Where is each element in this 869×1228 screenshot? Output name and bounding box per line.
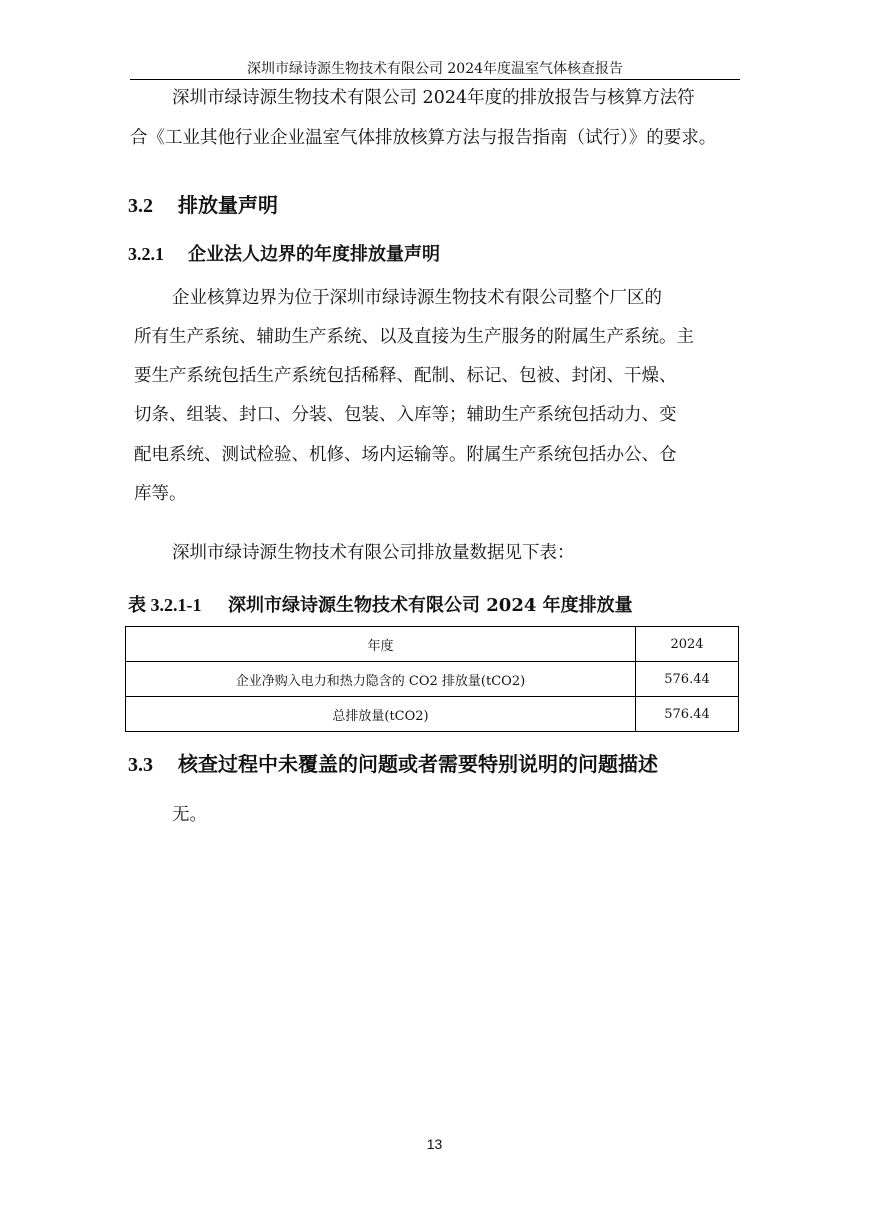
section-3-2-1-heading [128,240,440,266]
row-label: 年度 [126,627,636,662]
boundary-line-1: 企业核算边界为位于深圳市绿诗源生物技术有限公司整个厂区的 [172,288,662,308]
intro-line-1: 深圳市绿诗源生物技术有限公司 2024年度的排放报告与核算方法符 [172,88,695,108]
row-label: 企业净购入电力和热力隐含的 CO2 排放量(tCO2) [126,662,636,697]
section-title: 排放量声明 [178,193,278,217]
header-rule [130,79,740,80]
section-number: 3.3 [128,754,153,776]
boundary-line-3: 要生产系统包括生产系统包括稀释、配制、标记、包被、封闭、干燥、 [134,366,677,386]
page-number: 13 [426,1136,443,1152]
table-row [126,697,739,732]
table-row [126,662,739,697]
row-label: 总排放量(tCO2) [126,697,636,732]
intro-line-2: 合《工业其他行业企业温室气体排放核算方法与报告指南（试行）》的要求。 [130,128,717,148]
section-3-2-heading [128,189,278,218]
row-value: 576.44 [636,697,739,732]
table-intro: 深圳市绿诗源生物技术有限公司排放量数据见下表： [172,543,575,563]
boundary-line-2: 所有生产系统、辅助生产系统、以及直接为生产服务的附属生产系统。主 [134,327,694,347]
section-title: 企业法人边界的年度排放量声明 [188,244,440,265]
section-title: 核查过程中未覆盖的问题或者需要特别说明的问题描述 [178,752,658,776]
boundary-line-6: 库等。 [134,484,187,504]
boundary-line-4: 切条、组装、封口、分装、包装、入库等；辅助生产系统包括动力、变 [134,405,677,425]
boundary-line-5: 配电系统、测试检验、机修、场内运输等。附属生产系统包括办公、仓 [134,445,677,465]
row-value: 576.44 [636,662,739,697]
table-row [126,627,739,662]
table-caption-number: 表 3.2.1-1 [128,595,202,615]
emissions-table [125,626,739,732]
table-caption [128,591,633,617]
section-number: 3.2 [128,195,153,217]
section-number: 3.2.1 [128,244,164,264]
table-caption-text: 深圳市绿诗源生物技术有限公司 2024 年度排放量 [228,595,633,616]
section-3-3-heading [128,748,658,777]
section-3-3-body: 无。 [172,805,207,825]
running-header: 深圳市绿诗源生物技术有限公司 2024年度温室气体核查报告 [246,61,624,77]
row-value: 2024 [636,627,739,662]
